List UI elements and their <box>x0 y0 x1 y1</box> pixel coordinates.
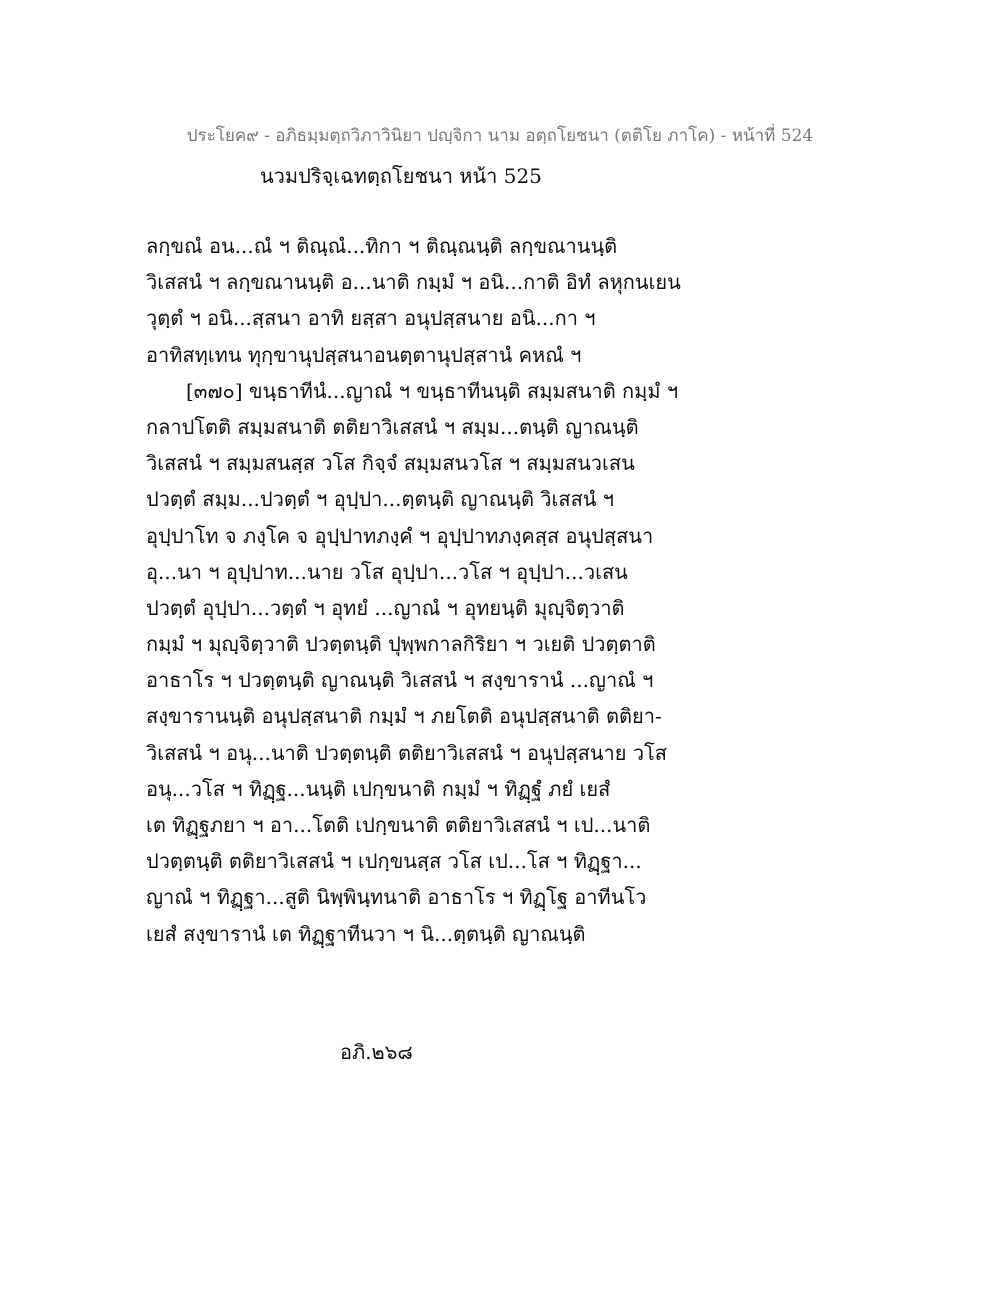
text-line: วิเสสนํ ฯ ลกฺขณานนฺติ อ...นาติ กมฺมํ ฯ อนิ...กาติ อิทํ ลหุกนเยน <box>146 270 681 295</box>
text-line: อุปฺปาโท จ ภงฺโค จ อุปฺปาทภงฺคํ ฯ อุปฺปาทภงฺคสฺส อนุปสฺสนา <box>146 523 654 548</box>
text-line: วุตฺตํ ฯ อนิ...สฺสนา อาทิ ยสฺสา อนุปสฺสนาย อนิ...กา ฯ <box>146 306 596 331</box>
text-line: เต ทิฏฺฐภยา ฯ อา...โตติ เปกฺขนาติ ตติยาวิเสสนํ ฯ เป...นาติ <box>146 813 651 837</box>
text-line: อุ...นา ฯ อุปฺปาท...นาย วโส อุปฺปา...วโส ฯ อุปฺปา...วเสน <box>146 559 628 584</box>
text-line: อาทิสทฺเทน ทุกฺขานุปสฺสนาอนตฺตานุปสฺสานํ คหณํ ฯ <box>146 342 582 367</box>
text-line: สงฺขารานนฺติ อนุปสฺสนาติ กมฺมํ ฯ ภยโตติ อนุปสฺสนาติ ตติยา- <box>146 704 662 729</box>
text-line: ปวตฺตนฺติ ตติยาวิเสสนํ ฯ เปกฺขนสฺส วโส เป...โส ฯ ทิฏฺฐา... <box>146 849 642 874</box>
text-line: เยสํ สงฺขารานํ เต ทิฏฺฐาทีนวา ฯ นิ...ตฺตนฺติ ญาณนฺติ <box>146 921 586 946</box>
paragraph-start-line: [๓๗๐] ขนฺธาทีนํ...ญาณํ ฯ ขนฺธาทีนนฺติ สมฺมสนาติ กมฺมํ ฯ <box>186 378 679 403</box>
text-line: วิเสสนํ ฯ สมฺมสนสฺส วโส กิจฺจํ สมฺมสนวโส ฯ สมฺมสนวเสน <box>146 451 635 476</box>
footer-reference: อภิ.๒๖๘ <box>340 1040 413 1064</box>
text-line: ปวตฺตํ อุปฺปา...วตฺตํ ฯ อุทยํ ...ญาณํ ฯ อุทยนฺติ มุญฺจิตฺวาติ <box>146 595 625 620</box>
text-line: อาธาโร ฯ ปวตฺตนฺติ ญาณนฺติ วิเสสนํ ฯ สงฺขารานํ ...ญาณํ ฯ <box>146 668 654 693</box>
text-line: วิเสสนํ ฯ อนุ...นาติ ปวตฺตนฺติ ตติยาวิเสสนํ ฯ อนุปสฺสนาย วโส <box>146 740 667 765</box>
running-header: ประโยค๙ - อภิธมฺมตฺถวิภาวินิยา ปญฺจิกา นาม อตฺถโยชนา (ตติโย ภาโค) - หน้าที่ 524 <box>186 126 814 146</box>
text-line: กลาปโตติ สมฺมสนาติ ตติยาวิเสสนํ ฯ สมฺม...ตนฺติ ญาณนฺติ <box>146 414 639 439</box>
text-line: ลกฺขณํ อน...ณํ ฯ ติณฺณํ...ทิกา ฯ ติณฺณนฺติ ลกฺขณานนฺติ <box>146 234 618 258</box>
section-heading: นวมปริจฺเฉทตฺถโยชนา หน้า 525 <box>260 164 542 188</box>
text-line: อนุ...วโส ฯ ทิฏฺฐ...นนฺติ เปกฺขนาติ กมฺมํ ฯ ทิฏฺฐํ ภยํ เยสํ <box>146 776 611 801</box>
text-line: กมฺมํ ฯ มุญฺจิตฺวาติ ปวตฺตนฺติ ปุพฺพกาลกิริยา ฯ วเยติ ปวตฺตาติ <box>146 632 656 657</box>
body-text <box>146 228 866 952</box>
text-line: ญาณํ ฯ ทิฏฺฐา...สูติ นิพฺพินฺทนาติ อาธาโร ฯ ทิฏฺโฐ อาทีนโว <box>146 885 647 910</box>
text-line: ปวตฺตํ สมฺม...ปวตฺตํ ฯ อุปฺปา...ตฺตนฺติ ญาณนฺติ วิเสสนํ ฯ <box>146 487 615 512</box>
